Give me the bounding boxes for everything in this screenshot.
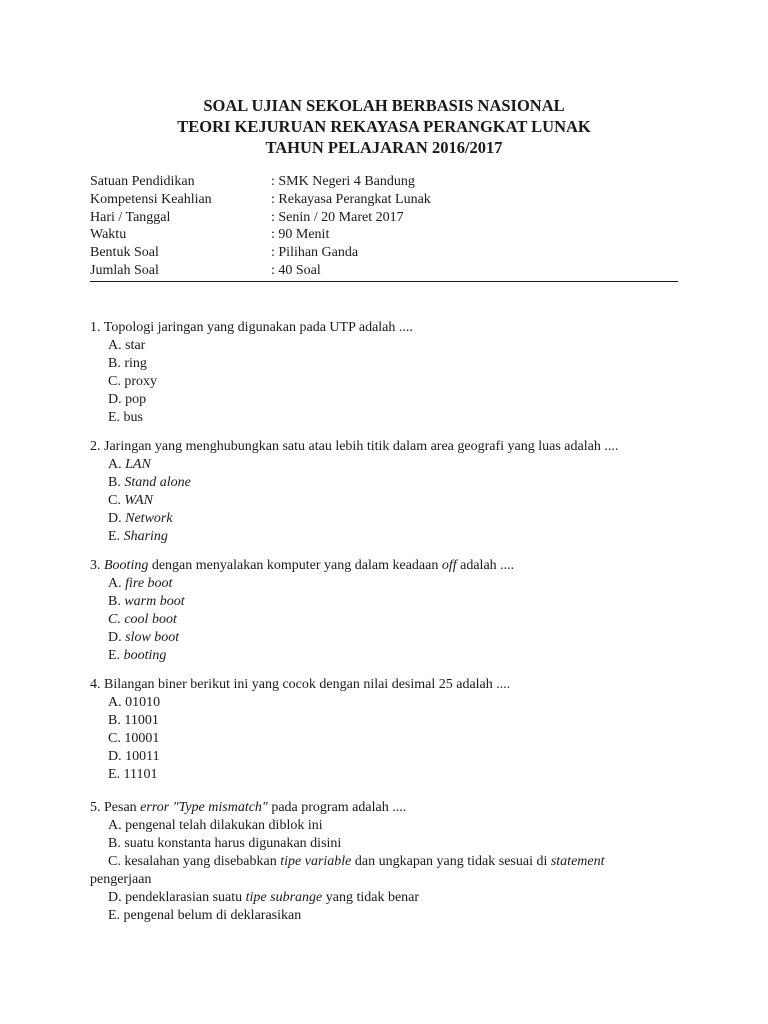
question-text-start: 5. Pesan	[90, 800, 141, 815]
option-a	[90, 575, 680, 593]
question-4	[90, 676, 680, 784]
info-value: : Pilihan Ganda	[271, 245, 359, 261]
info-value: : 40 Soal	[271, 262, 321, 278]
option-letter: A.	[108, 576, 126, 591]
option-e: E. 11101	[108, 767, 158, 782]
option-c	[90, 611, 680, 629]
option-e	[90, 528, 680, 546]
info-label: Hari / Tanggal	[90, 209, 171, 225]
option-d	[90, 510, 680, 528]
option-c	[90, 853, 668, 889]
option-text: Network	[125, 511, 173, 526]
info-row	[90, 226, 678, 244]
option-letter: D.	[108, 630, 126, 645]
option-letter: D.	[108, 511, 126, 526]
option-letter: E.	[108, 648, 124, 663]
option-text: fire boot	[125, 576, 173, 591]
question-5	[90, 799, 680, 925]
option-c: C. 10001	[108, 731, 160, 746]
option-d	[90, 629, 680, 647]
option-c: C. proxy	[108, 374, 157, 389]
option-d: D. 10011	[108, 749, 160, 764]
option-b	[90, 474, 680, 492]
question-text: 2. Jaringan yang menghubungkan satu atau lebih titik dalam area geografi yang luas adalah ....	[90, 439, 619, 454]
question-text	[90, 799, 680, 817]
option-text: LAN	[125, 457, 151, 472]
option-text: WAN	[124, 493, 153, 508]
option-text-end: yang tidak benar	[322, 890, 420, 905]
question-text: 1. Topologi jaringan yang digunakan pada UTP adalah ....	[90, 320, 413, 335]
option-letter: E.	[108, 529, 124, 544]
question-1	[90, 319, 680, 427]
option-e: E. pengenal belum di deklarasikan	[108, 908, 302, 923]
info-value: : 90 Menit	[271, 227, 330, 243]
info-row	[90, 244, 678, 262]
info-value: : Senin / 20 Maret 2017	[271, 209, 404, 225]
header-title-line2: TEORI KEJURUAN REKAYASA PERANGKAT LUNAK	[177, 117, 591, 136]
info-row	[90, 173, 678, 191]
info-value: : Rekayasa Perangkat Lunak	[271, 191, 431, 207]
option-c	[90, 492, 680, 510]
option-d: D. pop	[108, 392, 147, 407]
info-label: Bentuk Soal	[90, 245, 159, 261]
term-tipe-variable: tipe variable	[280, 854, 352, 869]
term-error: error "Type mismatch"	[140, 800, 268, 815]
question-text	[90, 557, 680, 575]
header-divider	[90, 281, 678, 282]
info-label: Satuan Pendidikan	[90, 174, 195, 189]
option-e	[90, 647, 680, 665]
option-text: C. cool boot	[108, 612, 177, 627]
option-letter: B.	[108, 475, 125, 490]
term-tipe-subrange: tipe subrange	[245, 890, 323, 905]
option-b: B. ring	[108, 356, 147, 371]
option-text-mid: dan ungkapan yang tidak sesuai di	[351, 854, 551, 869]
exam-info-table	[90, 173, 678, 280]
option-b	[90, 593, 680, 611]
question-text: 4. Bilangan biner berikut ini yang cocok dengan nilai desimal 25 adalah ....	[90, 677, 511, 692]
option-d	[90, 889, 680, 907]
term-booting: Booting	[104, 558, 149, 573]
info-value: : SMK Negeri 4 Bandung	[271, 174, 415, 189]
info-row	[90, 262, 678, 280]
info-label: Jumlah Soal	[90, 262, 159, 278]
question-text-end: adalah ....	[456, 558, 515, 573]
option-letter: B.	[108, 594, 125, 609]
option-a: A. pengenal telah dilakukan diblok ini	[108, 818, 323, 833]
info-label: Kompetensi Keahlian	[90, 191, 212, 207]
info-row	[90, 191, 678, 209]
info-row	[90, 209, 678, 227]
question-number: 3.	[90, 558, 104, 573]
option-b: B. suatu konstanta harus digunakan disini	[108, 836, 342, 851]
term-off: off	[441, 558, 457, 573]
option-text: warm boot	[124, 594, 185, 609]
exam-header	[0, 95, 768, 158]
info-label: Waktu	[90, 227, 127, 243]
question-3	[90, 557, 680, 665]
option-text-start: D. pendeklarasian suatu	[108, 890, 246, 905]
header-title-line1: SOAL UJIAN SEKOLAH BERBASIS NASIONAL	[203, 96, 565, 115]
question-2	[90, 438, 680, 546]
option-letter: A.	[108, 457, 126, 472]
option-text: slow boot	[125, 630, 180, 645]
option-text-start: C. kesalahan yang disebabkan	[108, 854, 281, 869]
term-statement: statement	[550, 854, 605, 869]
option-a: A. 01010	[108, 695, 161, 710]
question-text-end: pada program adalah ....	[267, 800, 407, 815]
option-text: booting	[123, 648, 167, 663]
option-e: E. bus	[108, 410, 143, 425]
option-a: A. star	[108, 338, 146, 353]
option-a	[90, 456, 680, 474]
option-b: B. 11001	[108, 713, 159, 728]
option-letter: C.	[108, 493, 125, 508]
option-text: Stand alone	[124, 475, 191, 490]
header-title-line3: TAHUN PELAJARAN 2016/2017	[265, 138, 503, 157]
question-text-mid: dengan menyalakan komputer yang dalam keadaan	[148, 558, 442, 573]
option-text: Sharing	[123, 529, 168, 544]
option-text-continued: pengerjaan	[90, 872, 152, 887]
